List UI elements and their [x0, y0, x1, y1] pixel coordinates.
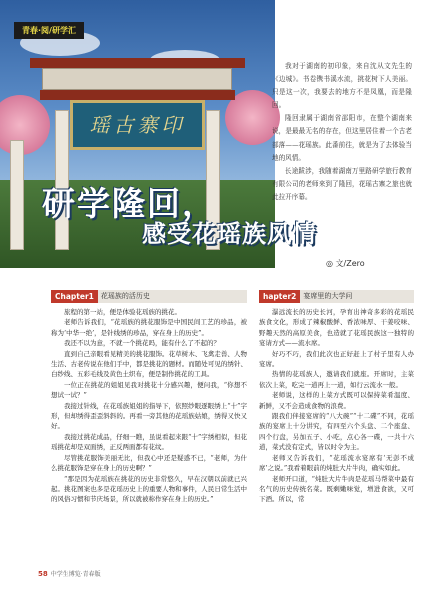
- gate-plaque: 瑶古寨印: [70, 100, 205, 150]
- column-badge: 青春·阅/研学汇: [14, 22, 84, 39]
- paragraph: 我接过挑花成品，仔细一瞧，虽说看起来跟“十”字绣相似，但花瑶挑花却是双面绣，正反两面都有花纹。: [51, 432, 247, 452]
- paragraph: 老师说，这样的上菜方式既可以保持菜肴温度、新鲜，又不会造成食物的浪费。: [259, 391, 414, 410]
- intro-text: [272, 60, 412, 204]
- paragraph: 跟我们伴接宴席的“八大碗”“十二碟”不同，花瑶族的宴席上十分讲究，有四至六个头盘、二个座盘、四个行盘，另加五子、小吃，点心各一碟，一共十六道，菜式没有定式，皆以时令为主。: [259, 412, 414, 452]
- article-title-line1: 研学隆回，: [42, 184, 217, 223]
- paragraph: 老师告诉我们，“花瑶族的挑花服饰是中国民间工艺的珍品，被称为‘中华一绝’，是针线绣的珍品，穿在身上的历史”。: [51, 318, 247, 337]
- chapter2-heading: [259, 290, 414, 303]
- chapter2-body: [259, 307, 414, 505]
- intro-paragraph: 隆回隶属于湖南省邵阳市，在整个湖南来说，是最最无名的存在，但这里居住着一个古老部落——花瑶族。此番前往，就是为了去体验当地的风情。: [272, 114, 412, 162]
- chapter2-column: [259, 290, 414, 505]
- paragraph: 我还不以为意，不就一个挑花吗，能有什么了不起的？: [64, 339, 220, 348]
- publication-name: 中学生博览·青春版: [50, 571, 101, 578]
- gate-roof-top: [30, 58, 245, 68]
- intro-paragraph: 长途跋涉，我随着湖南万里路研学旅行教育有限公司的老师来到了隆回，花瑶古寨之旅也就此拉开序幕。: [272, 166, 412, 201]
- gate-roof-middle: [40, 90, 235, 100]
- author-byline: ◎ 文/Zero: [326, 259, 365, 268]
- paragraph: 一位正在挑花的姐姐见我对挑花十分感兴趣，便问我，“你想不想试一试？”: [51, 380, 247, 400]
- chapter1-heading: [51, 290, 247, 303]
- chapter1-name: 花瑶族的活历史: [98, 290, 247, 303]
- paragraph: 老师开口道，“炖肚大片牛肉是花瑶马帮菜中最有名气的历史传统名菜。既剩嫩味觉，增进食欲，又可下酒。所以，常: [259, 474, 414, 504]
- page-footer: [38, 569, 101, 578]
- intro-paragraph: 我对于湖南的初印象，来自沈从文先生的《边城》。书卷镌书溪水流，挑花树下人美丽。只是这一次，我要去的地方不是凤凰，而是隆回。: [272, 62, 412, 110]
- chapter2-tag: hapter2: [259, 290, 300, 303]
- article-title-line2: 感受花瑶族风情: [142, 219, 317, 248]
- chapter1-body: [51, 307, 247, 505]
- paragraph: 好巧不巧，我们此次也正好赶上了村子里有人办宴席。: [259, 349, 414, 369]
- chapter1-column: [51, 290, 247, 505]
- chapter1-tag: Chapter1: [51, 290, 98, 303]
- paragraph: 瀑远流长的历史长河，孕育出神奇多彩的花瑶民族食文化，形成了辣椒酸鲜、香浓味厚、干姜咬味、野趣天然的高原美食，也造就了花瑶民族这一独特的宴请方式——流水席。: [259, 308, 414, 348]
- gate-beam-top: [42, 68, 232, 90]
- page-number: 58: [38, 570, 48, 578]
- paragraph: 尽管挑花服饰美丽无比，但我心中还是疑惑不已，“老师，为什么挑花服饰是穿在身上的历史啊？”: [51, 453, 247, 473]
- paragraph: 我接过针线，在花瑶族姐姐的指导下，依照纱眼逐眼绣上“十”字形，但却绣得歪歪斜斜的。再看一旁其他的花瑶族姑娘，绣得又快又好。: [51, 401, 247, 431]
- paragraph: 旅程的第一站，便是体验花瑶族的挑花。: [64, 308, 181, 316]
- paragraph: “那是因为花瑶族在挑花的历史非常悠久，早在汉朝以前就已兴起。挑花图案也多是花瑶历史上的重要人物和事件，人民日常生活中的风俗习惯和节庆场景，所以就被称作穿在身上的历史。”: [51, 474, 247, 504]
- gate-pillar-outer-left: [10, 140, 24, 250]
- chapter2-name: 宴席里的大学问: [300, 290, 414, 303]
- paragraph: 直到自己亲眼看见精美的挑花服饰。花草树木、飞禽走兽、人物生活、古老传说在他们手中，都是挑花的题材。而随处可见的绣针、白纱线、五彩毛线及黄色土织布，便是制作挑花的工具。: [51, 349, 247, 379]
- paragraph: 老师又告诉我们，“花瑶流水宴席有‘无彭不成席’之说。”我看着眼前的炖肚大片牛肉，确实如此。: [259, 453, 414, 473]
- paragraph: 热情的花瑶族人，邀请我们就座。开席时，主菜依次上菜，吃完一道再上一道，如行云流水一般。: [259, 370, 414, 389]
